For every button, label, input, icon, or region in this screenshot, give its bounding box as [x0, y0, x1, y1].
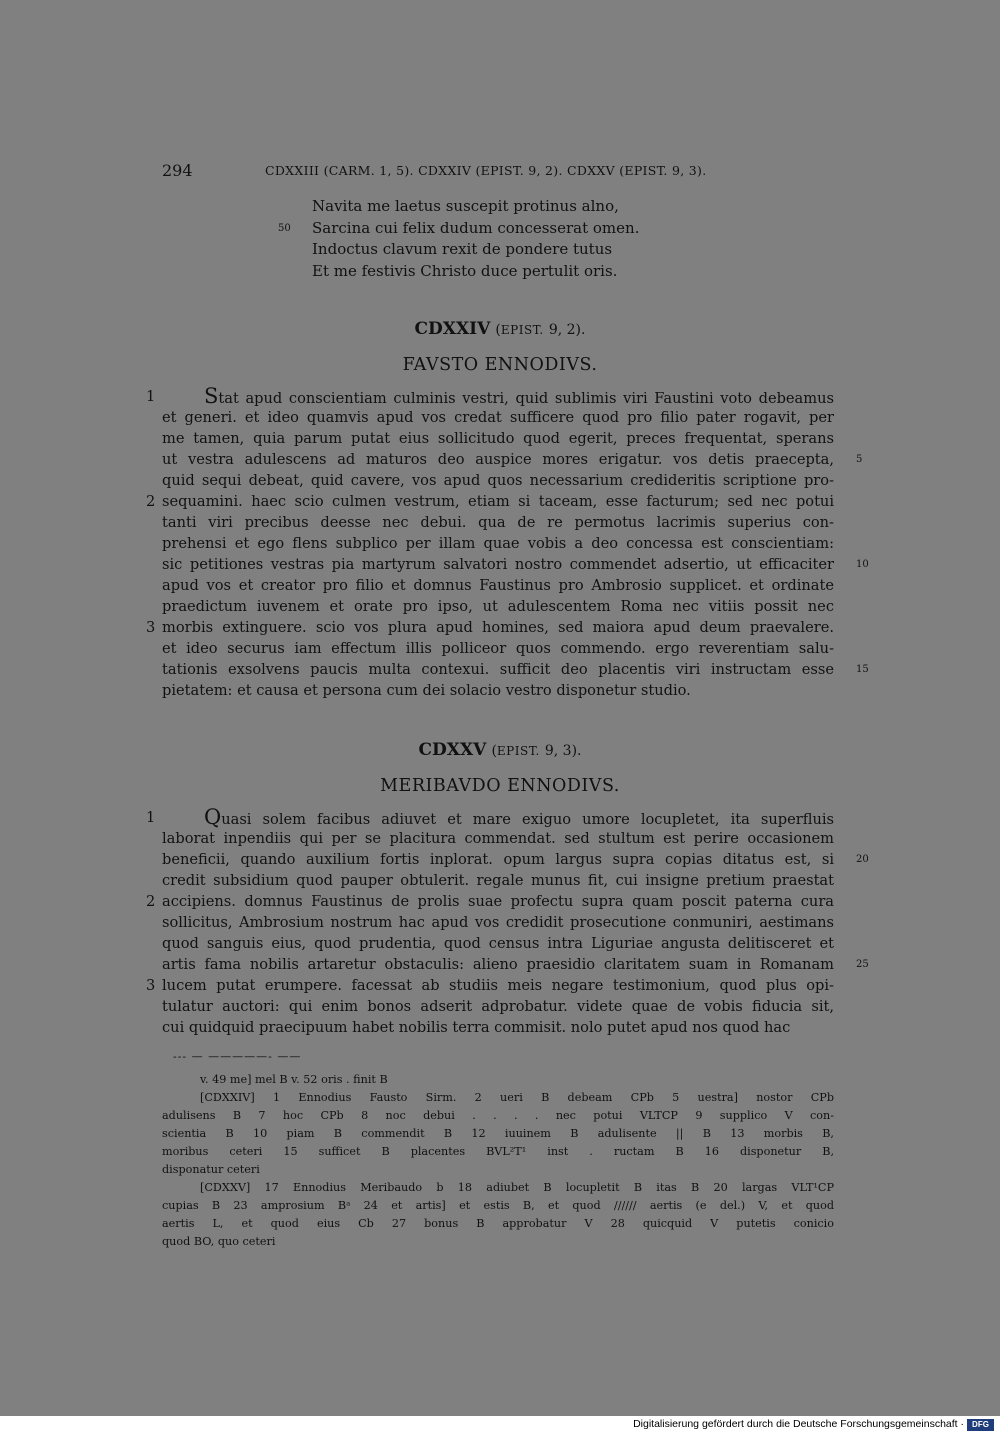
- line-text: laborat inpendiis qui per se placitura commendat. sed stultum est perire occasionem: [162, 830, 834, 847]
- poem-line-text: Indoctus clavum rexit de pondere tutus: [312, 240, 613, 258]
- text-line: [146, 891, 834, 912]
- paragraph-number: 2: [146, 493, 156, 510]
- initial-letter: S: [204, 384, 219, 408]
- letter-heading-cdxxv: [0, 740, 1000, 760]
- text-line: [162, 470, 834, 491]
- letter-text-cdxxv: [146, 805, 869, 1038]
- letter-heading-cdxxiv: [0, 319, 1000, 339]
- line-number: 50: [278, 222, 291, 234]
- source-paren-open: (: [491, 743, 497, 759]
- page-number: 294: [162, 161, 193, 180]
- line-text-rest: uasi solem facibus adiuvet et mare exiguo umore locupletet, ita superfluis: [221, 811, 834, 828]
- line-text: sequamini. haec scio culmen vestrum, etiam si taceam, esse facturum; sed nec potui: [162, 493, 834, 510]
- critical-apparatus: [162, 1071, 834, 1251]
- text-line: [162, 512, 834, 533]
- line-text: accipiens. domnus Faustinus de prolis suae profectu supra quam poscit paterna cura: [162, 893, 834, 910]
- text-line: [146, 491, 834, 512]
- poem-line-text: Navita me laetus suscepit protinus alno,: [312, 197, 619, 215]
- line-text: ut vestra adulescens ad maturos deo auspice mores erigatur. vos detis praecepta,: [162, 451, 834, 468]
- line-number: 20: [856, 854, 869, 865]
- funding-note: Digitalisierung gefördert durch die Deutsche Forschungsgemeinschaft ·: [633, 1418, 964, 1430]
- dfg-logo: DFG: [967, 1419, 994, 1431]
- line-text: apud vos et creator pro filio et domnus Faustinus pro Ambrosio supplicet. et ordinate: [162, 577, 834, 594]
- text-line: [162, 638, 834, 659]
- apparatus-line: moribus ceteri 15 sufficet B placentes BVL²T¹ inst . ructam B 16 disponetur B,: [162, 1145, 834, 1158]
- paragraph-number: 3: [146, 977, 156, 994]
- addressee-fausto: FAVSTO ENNODIVS.: [402, 355, 598, 375]
- text-line: [162, 912, 834, 933]
- footer-bar: [0, 1416, 1000, 1434]
- letter-number: CDXXV: [418, 740, 487, 760]
- text-line: [162, 428, 834, 449]
- text-line: [162, 533, 834, 554]
- text-line: [162, 449, 863, 470]
- text-line: [162, 849, 869, 870]
- apparatus-line: cupias B 23 amprosium Bᵃ 24 et artis] et estis B, et quod ////// aertis (e del.) V, et quod: [162, 1199, 834, 1212]
- poem-line: [312, 196, 712, 218]
- text-line: [162, 407, 834, 428]
- line-text: sic petitiones vestras pia martyrum salvatori nostro commendet adsertio, ut efficaciter: [162, 556, 834, 573]
- text-line: [162, 659, 869, 680]
- text-line: [162, 996, 834, 1017]
- apparatus-line: scientia B 10 piam B commendit B 12 iuuinem B adulisente || B 13 morbis B,: [162, 1127, 834, 1140]
- text-line: [146, 975, 834, 996]
- line-text: lucem putat erumpere. facessat ab studiis meis negare testimonium, quod plus opi-: [162, 977, 834, 994]
- line-number: 15: [856, 664, 869, 675]
- text-line: [162, 680, 834, 701]
- line-text: morbis extinguere. scio vos plura apud homines, sed maiora apud deum praevalere.: [162, 619, 834, 636]
- poem-line: [312, 239, 712, 261]
- line-number: 10: [856, 559, 869, 570]
- line-text: quid sequi debeat, quid cavere, vos apud quos necessarium credideritis scriptione pro-: [162, 472, 834, 489]
- line-text: tationis exsolvens paucis multa contexui. sufficit deo placentis viri instructam esse: [162, 661, 834, 678]
- text-line: [162, 1017, 834, 1038]
- line-text: [162, 386, 834, 409]
- poem-line: [312, 261, 712, 283]
- line-text: cui quidquid praecipuum habet nobilis terra commisit. nolo putet apud nos quod hac: [162, 1019, 791, 1036]
- text-line: [162, 828, 834, 849]
- line-text: sollicitus, Ambrosium nostrum hac apud vos credidit prosecutione conmuniri, aestimans: [162, 914, 834, 931]
- line-text: tanti viri precibus deesse nec debui. qua de re permotus lacrimis superius con-: [162, 514, 834, 531]
- text-line: [146, 805, 834, 829]
- text-line: [162, 933, 834, 954]
- line-text: et generi. et ideo quamvis apud vos credat sufficere quod pro filio pater rogavit, per: [162, 409, 834, 426]
- source-label: EPIST.: [500, 323, 544, 337]
- letter-number: CDXXIV: [414, 319, 491, 339]
- separator-rule: --- — —————- ——: [173, 1050, 302, 1063]
- line-text: prehensi et ego flens subplico per illam quae vobis a deo concessa est conscientiam:: [162, 535, 834, 552]
- line-text-rest: tat apud conscientiam culminis vestri, quid sublimis viri Faustini voto debeamus: [218, 390, 834, 407]
- line-text: praedictum iuvenem et orate pro ipso, ut adulescentem Roma nec vitiis possit nec: [162, 598, 834, 615]
- apparatus-line: [CDXXV] 17 Ennodius Meribaudo b 18 adiubet B locupletit B itas B 20 largas VLT¹CP: [200, 1181, 834, 1194]
- apparatus-line: adulisens B 7 hoc CPb 8 noc debui . . . . nec potui VLTCP 9 supplico V con-: [162, 1109, 834, 1122]
- line-text: pietatem: et causa et persona cum dei solacio vestro disponetur studio.: [162, 682, 691, 699]
- paragraph-number: 3: [146, 619, 156, 636]
- line-text: et ideo securus iam effectum illis polliceor quos commendo. ergo reverentiam salu-: [162, 640, 834, 657]
- apparatus-line: v. 49 me] mel B v. 52 oris . finit B: [200, 1073, 388, 1086]
- line-text: credit subsidium quod pauper obtulerit. regale munus fit, cui insigne pretium praestat: [162, 872, 834, 889]
- source-label: EPIST.: [496, 744, 540, 758]
- line-number: 25: [856, 959, 869, 970]
- text-line: [162, 954, 869, 975]
- apparatus-line: quod BO, quo ceteri: [162, 1235, 276, 1248]
- source-ref: 9, 3).: [544, 743, 582, 759]
- poem-line-text: Et me festivis Christo duce pertulit oris.: [312, 261, 618, 280]
- addressee-meribaudo: MERIBAVDO ENNODIVS.: [380, 776, 620, 796]
- poem-line-text: Sarcina cui felix dudum concesserat omen.: [312, 218, 640, 237]
- initial-letter: Q: [204, 805, 222, 829]
- text-line: [146, 384, 834, 408]
- letter-text-cdxxiv: [146, 384, 869, 701]
- line-text: beneficii, quando auxilium fortis inplorat. opum largus supra copias ditatus est, si: [162, 851, 834, 868]
- line-text: [162, 807, 834, 830]
- paragraph-number: 2: [146, 893, 156, 910]
- line-text: artis fama nobilis artaretur obstaculis: alieno praesidio claritatem suam in Romanam: [162, 956, 834, 973]
- line-number: 5: [856, 454, 863, 465]
- apparatus-line: disponatur ceteri: [162, 1163, 260, 1176]
- source-ref: 9, 2).: [548, 322, 586, 338]
- line-text: tulatur auctori: qui enim bonos adserit adprobatur. videte quae de vobis fiducia sit,: [162, 998, 834, 1015]
- apparatus-line: [CDXXIV] 1 Ennodius Fausto Sirm. 2 ueri B debeam CPb 5 uestra] nostor CPb: [200, 1091, 834, 1104]
- apparatus-line: aertis L, et quod eius Cb 27 bonus B approbatur V 28 quicquid V putetis conicio: [162, 1217, 834, 1230]
- text-line: [162, 554, 869, 575]
- source-paren-open: (: [495, 322, 501, 338]
- paragraph-number: 1: [146, 388, 156, 405]
- line-text: quod sanguis eius, quod prudentia, quod census intra Liguriae angusta delitisceret et: [162, 935, 834, 952]
- text-line: [162, 575, 834, 596]
- line-text: me tamen, quia parum putat eius sollicitudo quod egerit, preces frequentat, sperans: [162, 430, 834, 447]
- text-line: [162, 870, 834, 891]
- running-title: CDXXIII (CARM. 1, 5). CDXXIV (EPIST. 9, 2). CDXXV (EPIST. 9, 3).: [265, 163, 707, 178]
- text-line: [162, 596, 834, 617]
- poem-block: [278, 196, 712, 282]
- paragraph-number: 1: [146, 809, 156, 826]
- poem-line: [278, 218, 712, 240]
- text-line: [146, 617, 834, 638]
